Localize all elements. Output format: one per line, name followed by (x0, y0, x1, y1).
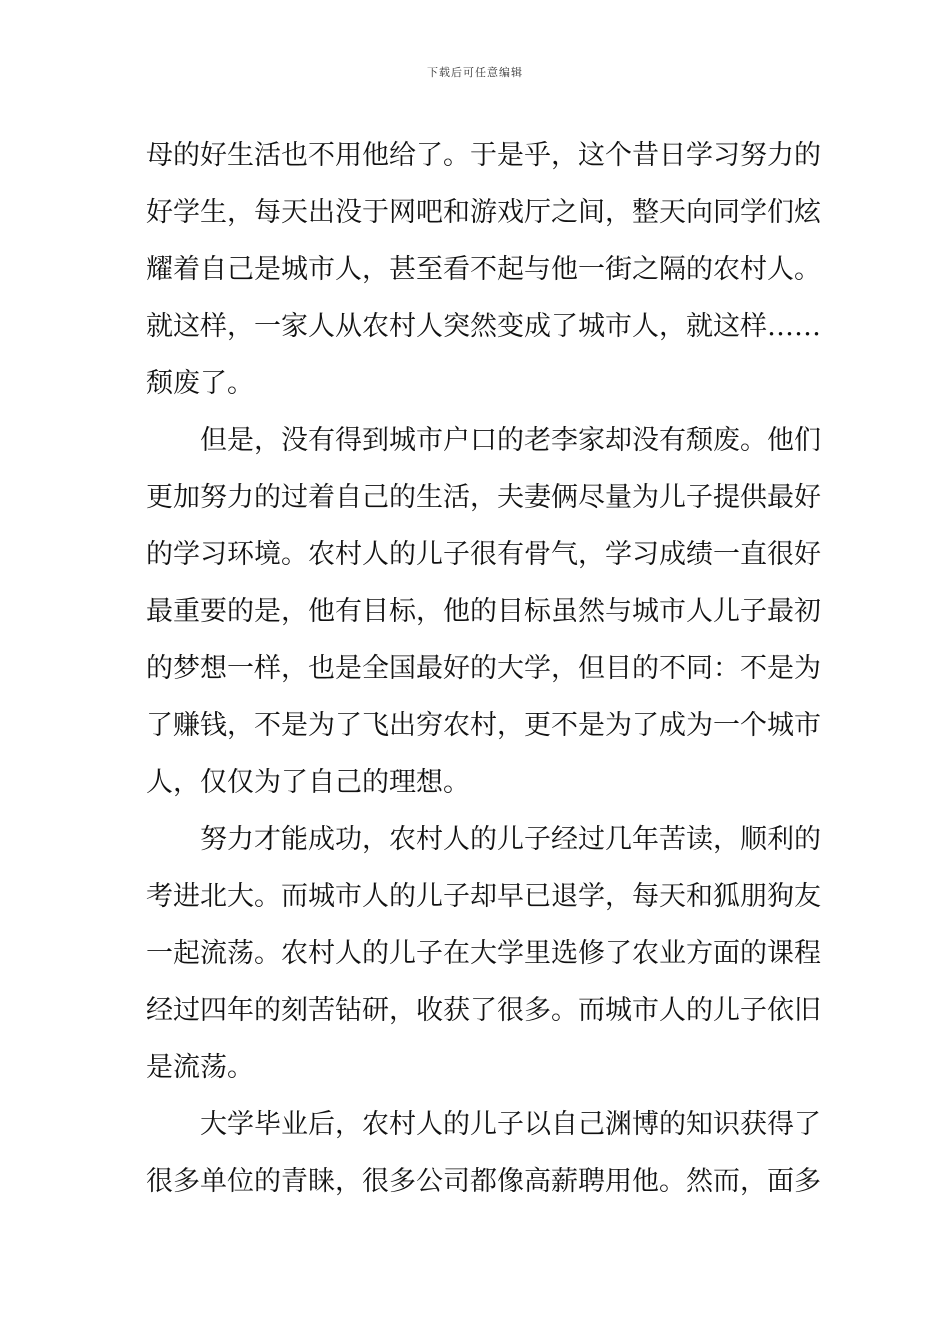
text-line-6: 但是，没有得到城市户口的老李家却没有颓废。他们 (146, 425, 821, 456)
text-line-12: 人，仅仅为了自己的理想。 (146, 767, 470, 798)
text-line-15: 一起流荡。农村人的儿子在大学里选修了农业方面的课程 (146, 938, 821, 969)
text-line-9: 最重要的是，他有目标，他的目标虽然与城市人儿子最初 (146, 596, 821, 627)
text-line-13: 努力才能成功，农村人的儿子经过几年苦读，顺利的 (146, 824, 821, 855)
text-line-2: 好学生，每天出没于网吧和游戏厅之间，整天向同学们炫 (146, 197, 821, 228)
text-line-7: 更加努力的过着自己的生活，夫妻俩尽量为儿子提供最好 (146, 482, 821, 513)
text-line-19: 很多单位的青睐，很多公司都像高薪聘用他。然而，面多 (146, 1166, 821, 1197)
document-body (146, 127, 826, 1210)
text-line-16: 经过四年的刻苦钻研，收获了很多。而城市人的儿子依旧 (146, 995, 821, 1026)
text-line-18: 大学毕业后，农村人的儿子以自己渊博的知识获得了 (146, 1109, 821, 1140)
text-line-1: 母的好生活也不用他给了。于是乎，这个昔日学习努力的 (146, 140, 821, 171)
text-line-5: 颓废了。 (146, 368, 254, 399)
page-header: 下载后可任意编辑 (427, 66, 523, 79)
text-line-3: 耀着自己是城市人，甚至看不起与他一街之隔的农村人。 (146, 254, 821, 285)
text-line-17: 是流荡。 (146, 1052, 254, 1083)
text-line-4: 就这样，一家人从农村人突然变成了城市人，就这样…… (146, 311, 821, 342)
text-line-8: 的学习环境。农村人的儿子很有骨气，学习成绩一直很好 (146, 539, 821, 570)
text-line-14: 考进北大。而城市人的儿子却早已退学，每天和狐朋狗友 (146, 881, 821, 912)
text-line-10: 的梦想一样，也是全国最好的大学，但目的不同：不是为 (146, 653, 821, 684)
text-line-11: 了赚钱，不是为了飞出穷农村，更不是为了成为一个城市 (146, 710, 821, 741)
